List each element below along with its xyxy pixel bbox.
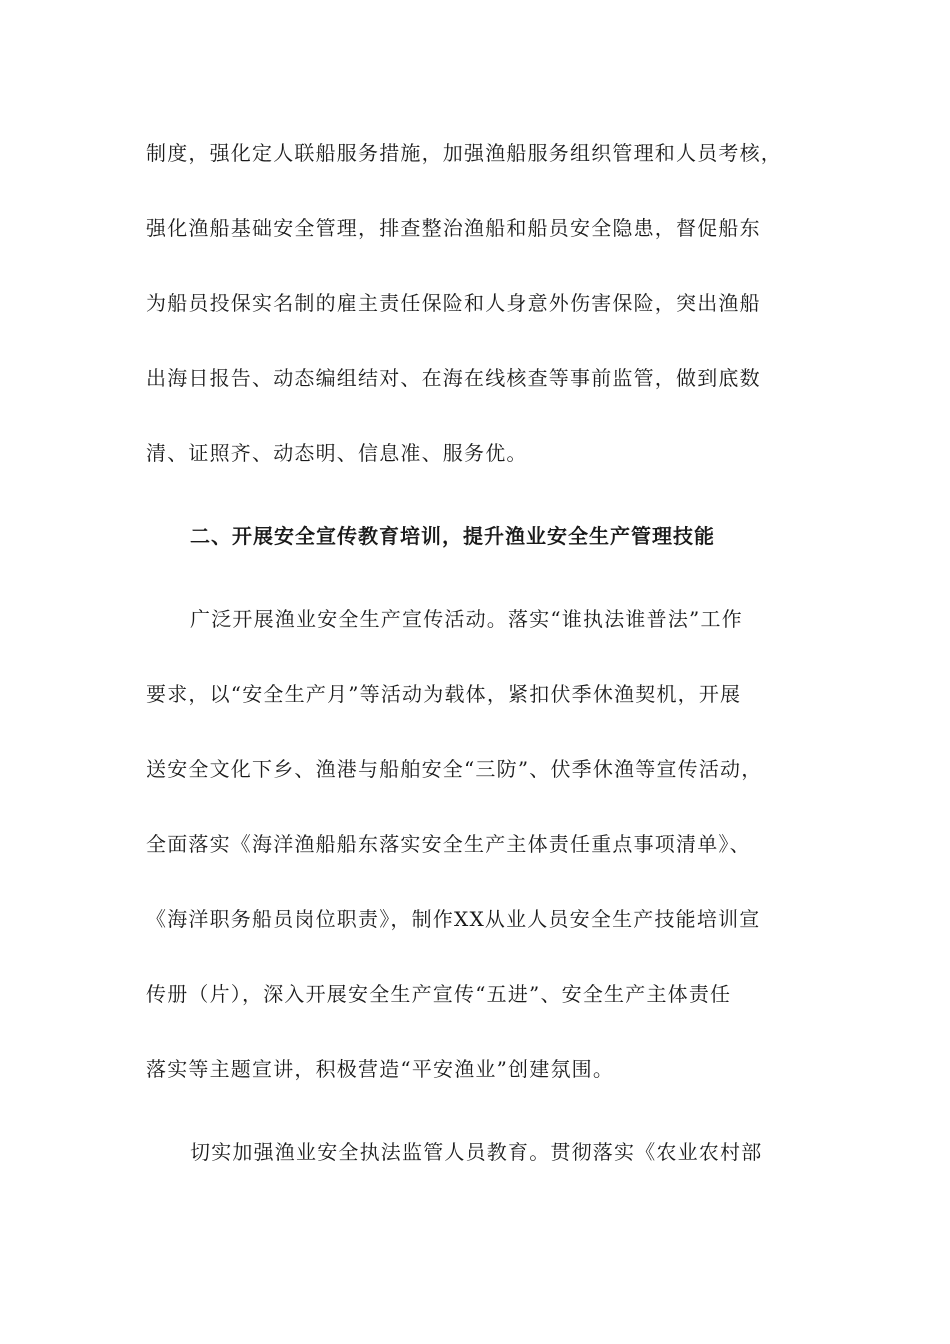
paragraph-line: 要求，以“安全生产月”等活动为载体，紧扣伏季休渔契机，开展 — [146, 682, 742, 706]
paragraph-line: 送安全文化下乡、渔港与船舶安全“三防”、伏季休渔等宣传活动， — [146, 757, 763, 781]
section-heading: 二、开展安全宣传教育培训，提升渔业安全生产管理技能 — [190, 524, 715, 548]
paragraph-line: 切实加强渔业安全执法监管人员教育。贯彻落实《农业农村部 — [190, 1140, 763, 1164]
paragraph-line: 《海洋职务船员岗位职责》，制作XX从业人员安全生产技能培训宣 — [146, 907, 761, 931]
paragraph-line: 传册（片），深入开展安全生产宣传“五进”、安全生产主体责任 — [146, 982, 732, 1006]
paragraph-line: 清、证照齐、动态明、信息准、服务优。 — [146, 441, 528, 465]
paragraph-line: 落实等主题宣讲，积极营造“平安渔业”创建氛围。 — [146, 1057, 615, 1081]
paragraph-line: 强化渔船基础安全管理，排查整治渔船和船员安全隐患，督促船东 — [146, 216, 761, 240]
paragraph-line: 为船员投保实名制的雇主责任保险和人身意外伤害保险，突出渔船 — [146, 291, 761, 315]
paragraph-line: 全面落实《海洋渔船船东落实安全生产主体责任重点事项清单》、 — [146, 832, 751, 856]
paragraph-line: 广泛开展渔业安全生产宣传活动。落实“谁执法谁普法”工作 — [190, 607, 743, 631]
paragraph-line: 制度，强化定人联船服务措施，加强渔船服务组织管理和人员考核， — [146, 141, 782, 165]
paragraph-line: 出海日报告、动态编组结对、在海在线核查等事前监管，做到底数 — [146, 366, 761, 390]
